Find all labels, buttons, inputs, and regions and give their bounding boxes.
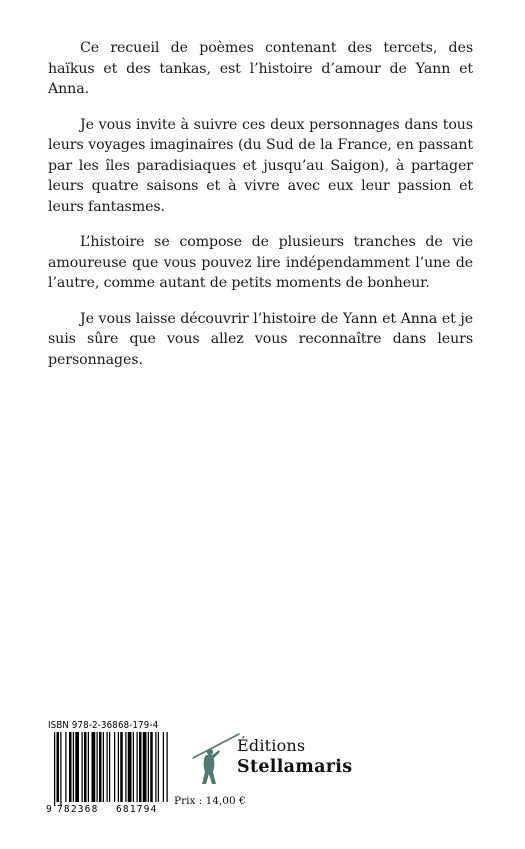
barcode-digits-right: 681794 xyxy=(116,804,158,815)
back-cover-text xyxy=(48,38,473,385)
paragraph-4: Je vous laisse découvrir l’histoire de Yann et Anna et je suis sûre que vous allez vous reconnaître dans leurs personnages. xyxy=(48,310,473,368)
barcode-digits xyxy=(46,804,170,816)
barcode-bars-icon xyxy=(46,732,170,806)
publisher-line2: Stellamaris xyxy=(237,757,353,777)
barcode-digits-left: 782368 xyxy=(57,804,99,815)
publisher-name xyxy=(237,736,352,778)
paragraph-2: Je vous invite à suivre ces deux personnages dans tous leurs voyages imaginaires (du Sud de la France, en passant par les îles paradisiaques et jusqu’au Saigon), à partager leurs quatre saisons et à vivre avec eux leur passion et leurs fantasmes. xyxy=(48,116,473,215)
paragraph-3: L’histoire se compose de plusieurs tranches de vie amoureuse que vous pouvez lire indépendamment l’une de l’autre, comme autant de petits moments de bonheur. xyxy=(48,234,473,291)
fisherman-with-spear-icon xyxy=(183,728,243,788)
barcode-digit-first: 9 xyxy=(46,804,52,815)
price-label: Prix : 14,00 € xyxy=(174,795,246,807)
paragraph-1: Ce recueil de poèmes contenant des tercets, des haïkus et des tankas, est l’histoire d’amour de Yann et Anna. xyxy=(48,40,473,97)
isbn-barcode xyxy=(46,720,170,820)
publisher-line1: Éditions xyxy=(237,736,306,755)
isbn-label: ISBN 978-2-36868-179-4 xyxy=(48,720,159,731)
